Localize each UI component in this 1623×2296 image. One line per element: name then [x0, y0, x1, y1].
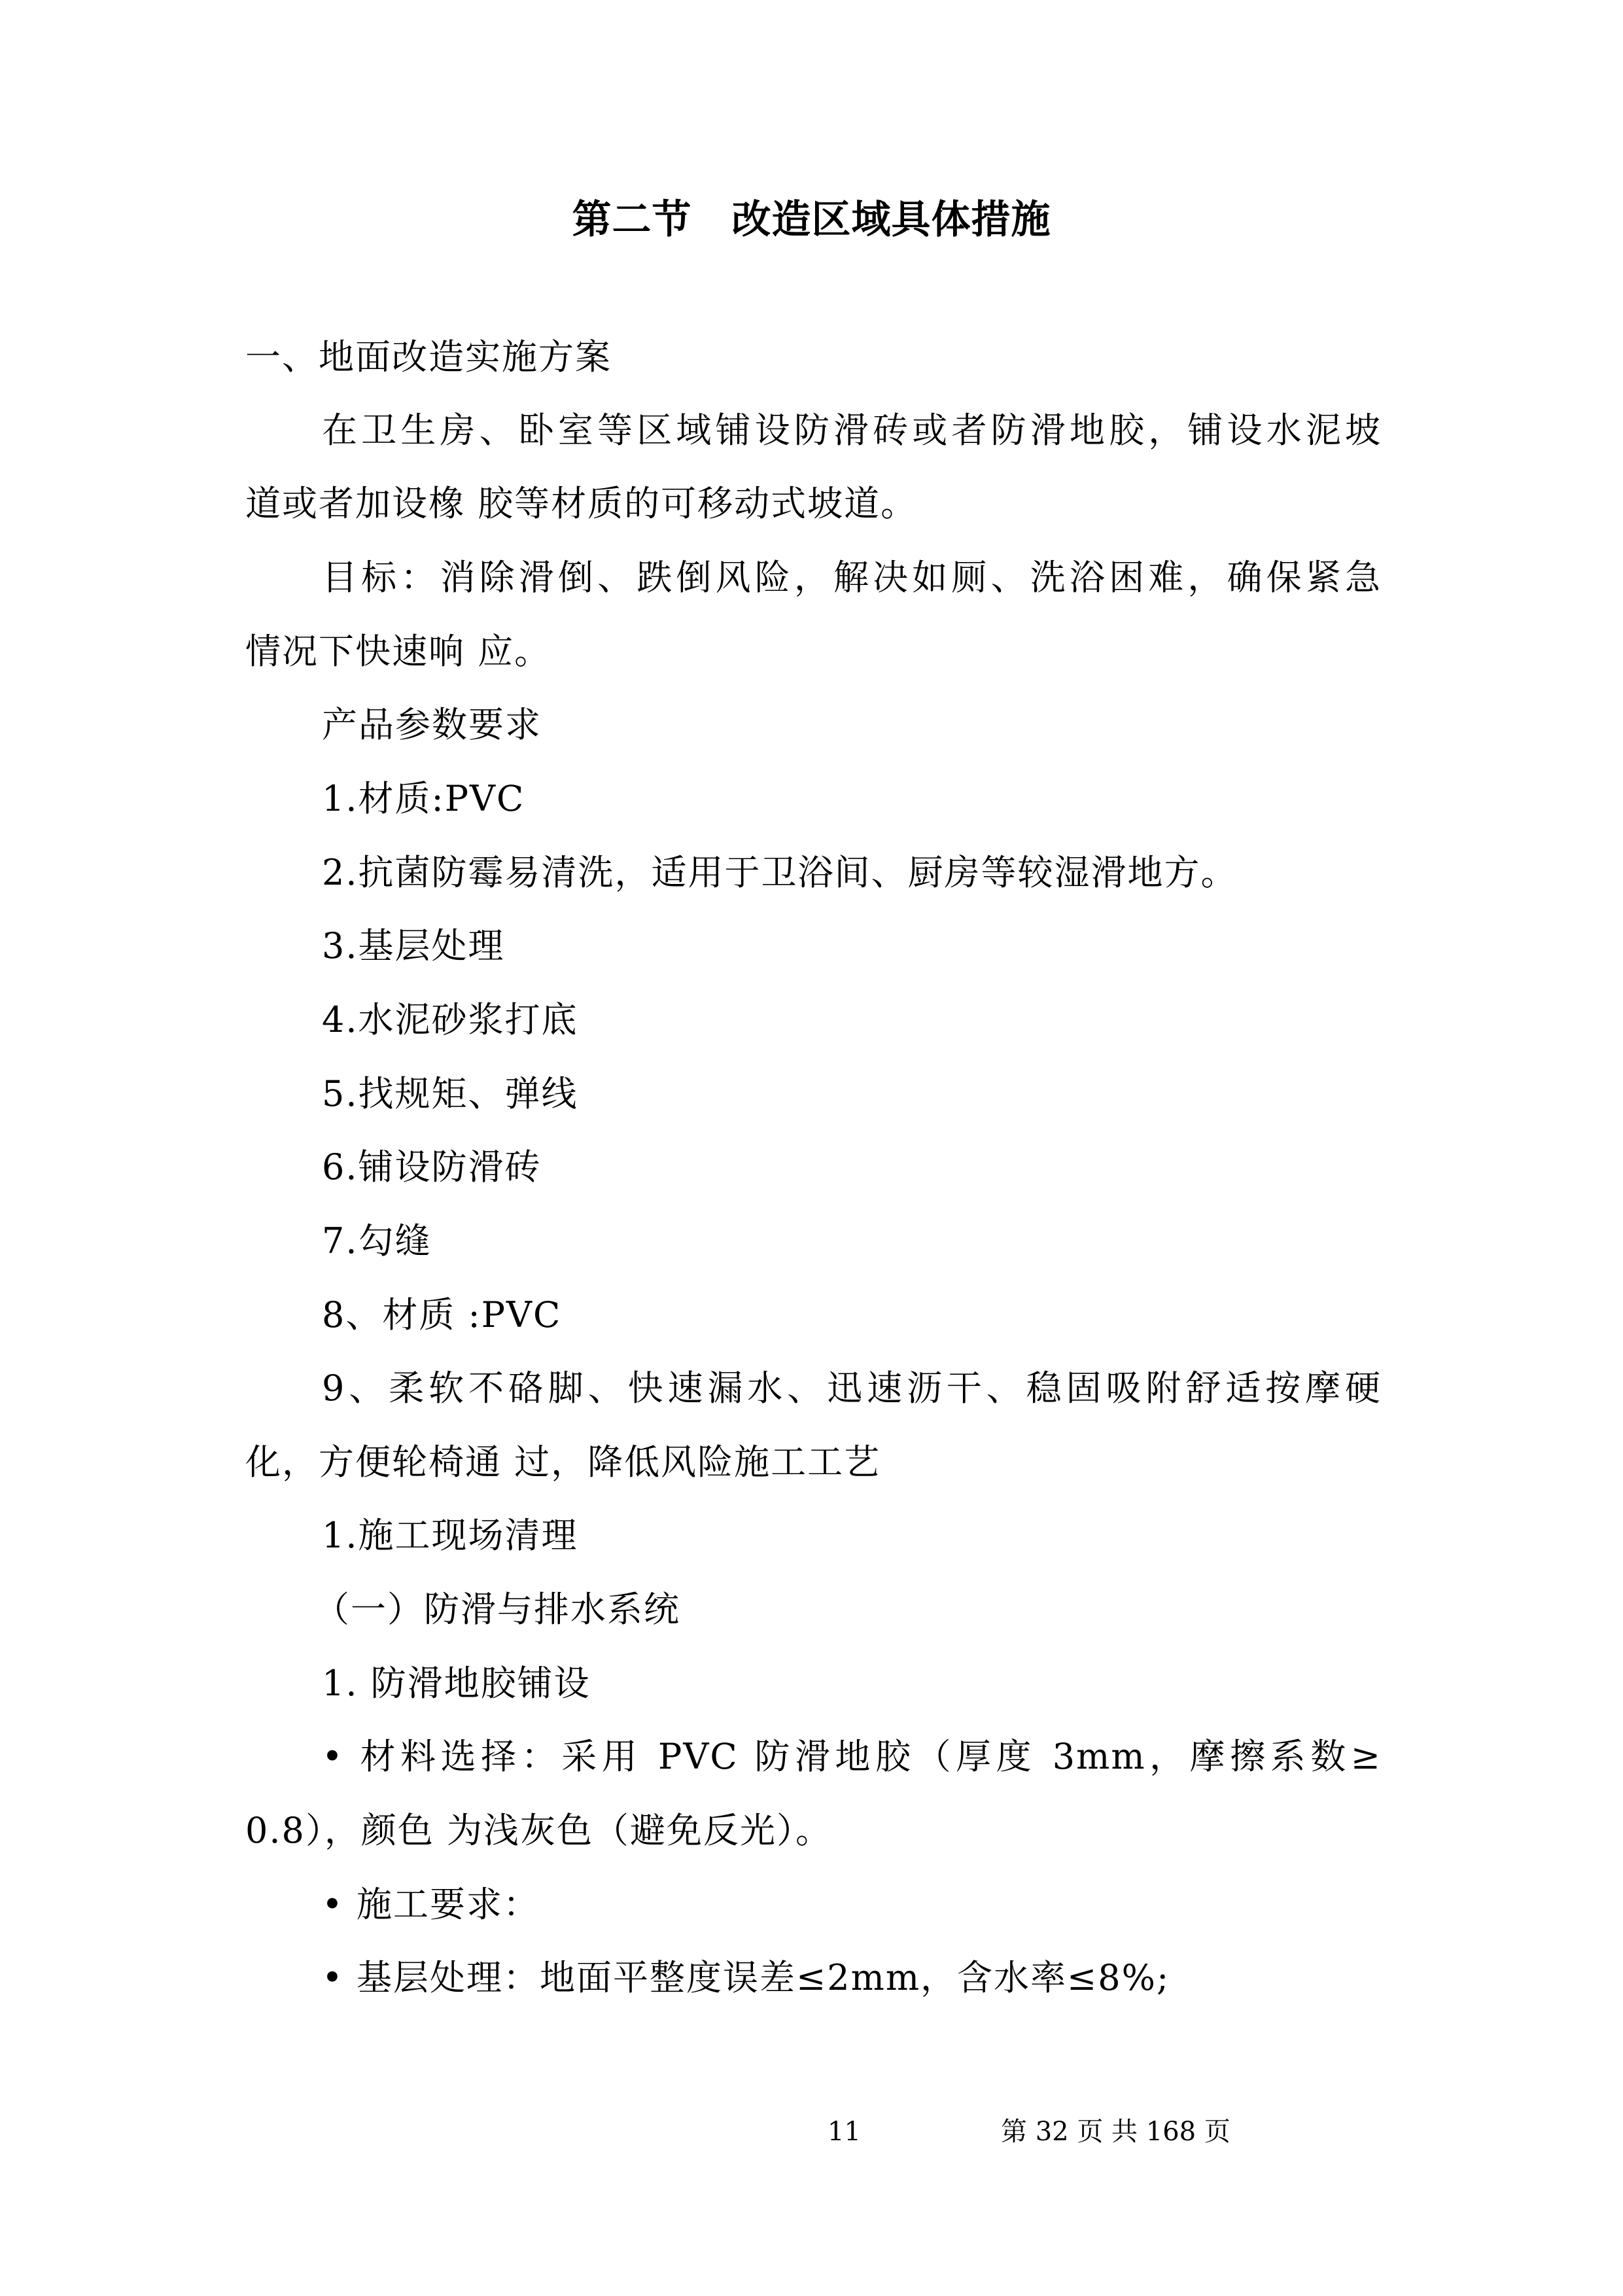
- paragraph-goal-line-1: 目标：消除滑倒、跌倒风险，解决如厕、洗浴困难，确保紧急: [322, 557, 1382, 598]
- subheading-floor-glue: 1. 防滑地胶铺设: [322, 1663, 591, 1704]
- list-item: 8、材质 :PVC: [322, 1294, 562, 1335]
- paragraph-floor-line-1: 在卫生房、卧室等区域铺设防滑砖或者防滑地胶，铺设水泥坡: [322, 410, 1382, 451]
- bullet-material-line-1: • 材料选择：采用 PVC 防滑地胶（厚度 3mm，摩擦系数≥: [322, 1736, 1382, 1777]
- list-item: 4.水泥砂浆打底: [322, 999, 578, 1040]
- bullet-base-treatment: • 基层处理：地面平整度误差≤2mm，含水率≤8%;: [322, 1957, 1170, 1998]
- product-params-heading: 产品参数要求: [322, 704, 542, 745]
- page-number-label: 第 32 页 共 168 页: [1001, 2117, 1230, 2147]
- bullet-material-line-2: 0.8），颜色 为浅灰色（避免反光）。: [245, 1810, 833, 1851]
- list-item-9-line-1: 9、柔软不硌脚、快速漏水、迅速沥干、稳固吸附舒适按摩硬: [322, 1368, 1382, 1409]
- subheading-anti-slip-drainage: （一）防滑与排水系统: [314, 1589, 680, 1630]
- list-item: 7.勾缝: [322, 1220, 432, 1262]
- heading-floor-plan: 一、地面改造实施方案: [245, 336, 612, 378]
- page-index: 11: [828, 2117, 861, 2147]
- list-item: 6.铺设防滑砖: [322, 1146, 542, 1188]
- paragraph-floor-line-2: 道或者加设橡 胶等材质的可移动式坡道。: [245, 483, 918, 524]
- list-item: 1.材质:PVC: [322, 778, 525, 819]
- list-item-9-line-2: 化，方便轮椅通 过，降低风险施工工艺: [245, 1441, 881, 1483]
- section-title: 第二节 改造区域具体措施: [572, 197, 1051, 243]
- list-item: 2.抗菌防霉易清洗，适用于卫浴间、厨房等较湿滑地方。: [322, 852, 1238, 893]
- list-item: 5.找规矩、弹线: [322, 1073, 578, 1114]
- list-item: 3.基层处理: [322, 925, 505, 966]
- list-item: 1.施工现场清理: [322, 1515, 578, 1556]
- bullet-construction-requirements: • 施工要求：: [322, 1884, 540, 1925]
- paragraph-goal-line-2: 情况下快速响 应。: [245, 631, 551, 672]
